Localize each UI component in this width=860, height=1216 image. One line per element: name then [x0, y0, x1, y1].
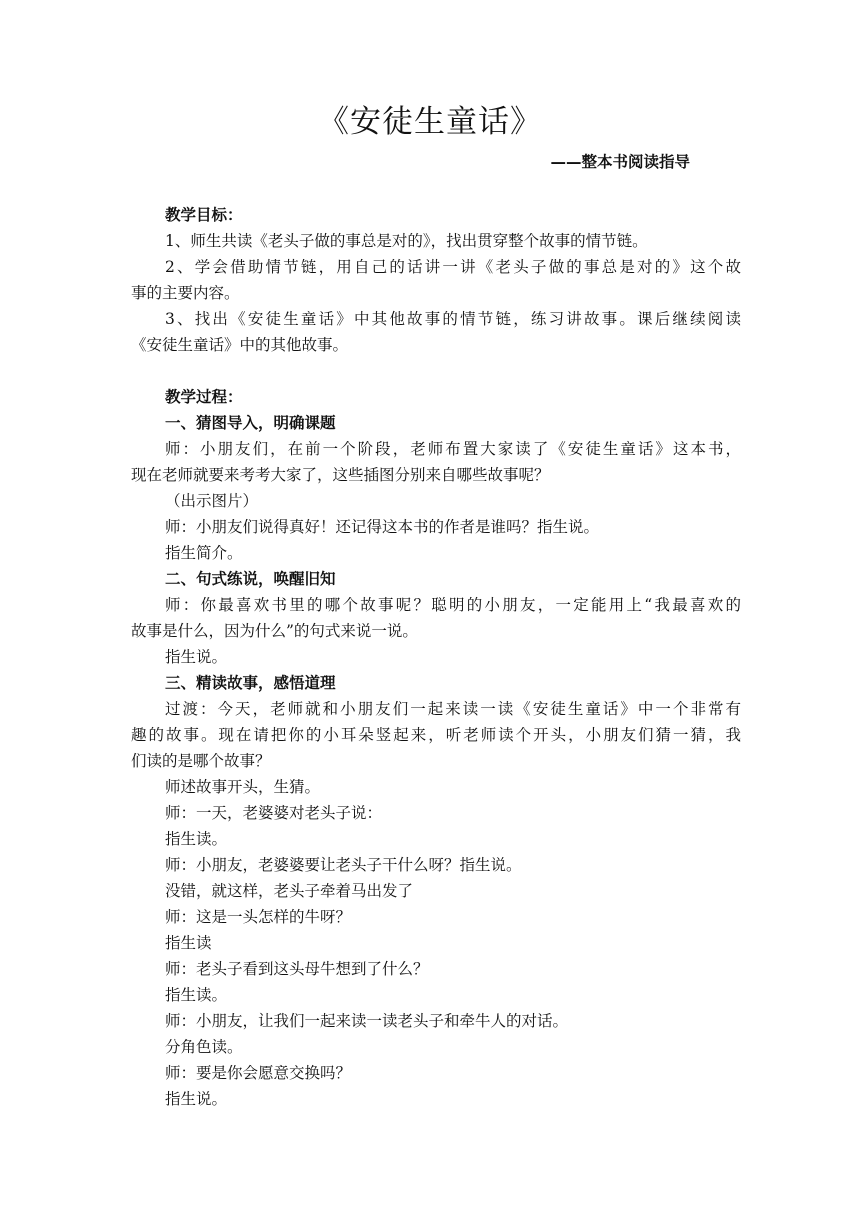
- process-line: 指生说。: [165, 1090, 228, 1108]
- document-subtitle: ——整本书阅读指导: [550, 153, 690, 171]
- document-title: 《安徒生童话》: [318, 104, 542, 140]
- process-line: 师：小朋友，老婆婆要让老头子干什么呀？指生说。: [165, 856, 522, 874]
- process-heading: 教学过程：: [165, 388, 243, 406]
- objective-line: 1、师生共读《老头子做的事总是对的》，找出贯穿整个故事的情节链。: [165, 232, 648, 250]
- process-line: 指生简介。: [165, 544, 243, 562]
- process-line: 们读的是哪个故事？: [131, 752, 271, 770]
- process-line: 师：这是一头怎样的牛呀？: [165, 908, 352, 926]
- process-line: 指生读。: [165, 986, 228, 1004]
- process-line: 师：一天，老婆婆对老头子说：: [165, 804, 383, 822]
- section-heading-3: 三、精读故事，感悟道理: [165, 674, 336, 692]
- process-line: 师述故事开头，生猜。: [165, 778, 321, 796]
- process-line: 师：小朋友们说得真好！还记得这本书的作者是谁吗？指生说。: [165, 518, 600, 536]
- process-line: 过渡：今天，老师就和小朋友们一起来读一读《安徒生童话》中一个非常有: [165, 700, 741, 718]
- objective-line: 事的主要内容。: [131, 284, 240, 302]
- process-line: 师：你最喜欢书里的哪个故事呢？聪明的小朋友，一定能用上“我最喜欢的: [165, 596, 741, 614]
- objectives-heading: 教学目标：: [165, 206, 243, 224]
- process-line: 故事是什么，因为什么”的句式来说一说。: [131, 622, 418, 640]
- process-line: （出示图片）: [165, 492, 259, 510]
- objective-line: 《安徒生童话》中的其他故事。: [131, 336, 349, 354]
- process-line: 分角色读。: [165, 1038, 243, 1056]
- process-line: 指生读: [165, 934, 212, 952]
- objective-line: 2、学会借助情节链，用自己的话讲一讲《老头子做的事总是对的》这个故: [165, 258, 741, 276]
- process-line: 师：小朋友，让我们一起来读一读老头子和牵牛人的对话。: [165, 1012, 569, 1030]
- objective-line: 3、找出《安徒生童话》中其他故事的情节链，练习讲故事。课后继续阅读: [165, 310, 741, 328]
- section-heading-1: 一、猜图导入，明确课题: [165, 414, 336, 432]
- section-heading-2: 二、句式练说，唤醒旧知: [165, 570, 336, 588]
- process-line: 指生读。: [165, 830, 228, 848]
- process-line: 指生说。: [165, 648, 228, 666]
- process-line: 师：要是你会愿意交换吗？: [165, 1064, 352, 1082]
- process-line: 趣的故事。现在请把你的小耳朵竖起来，听老师读个开头，小朋友们猜一猜，我: [131, 726, 741, 744]
- process-line: 师：小朋友们，在前一个阶段，老师布置大家读了《安徒生童话》这本书，: [165, 440, 741, 458]
- process-line: 师：老头子看到这头母牛想到了什么？: [165, 960, 429, 978]
- process-line: 现在老师就要来考考大家了，这些插图分别来自哪些故事呢？: [131, 466, 550, 484]
- process-line: 没错，就这样，老头子牵着马出发了: [165, 882, 414, 900]
